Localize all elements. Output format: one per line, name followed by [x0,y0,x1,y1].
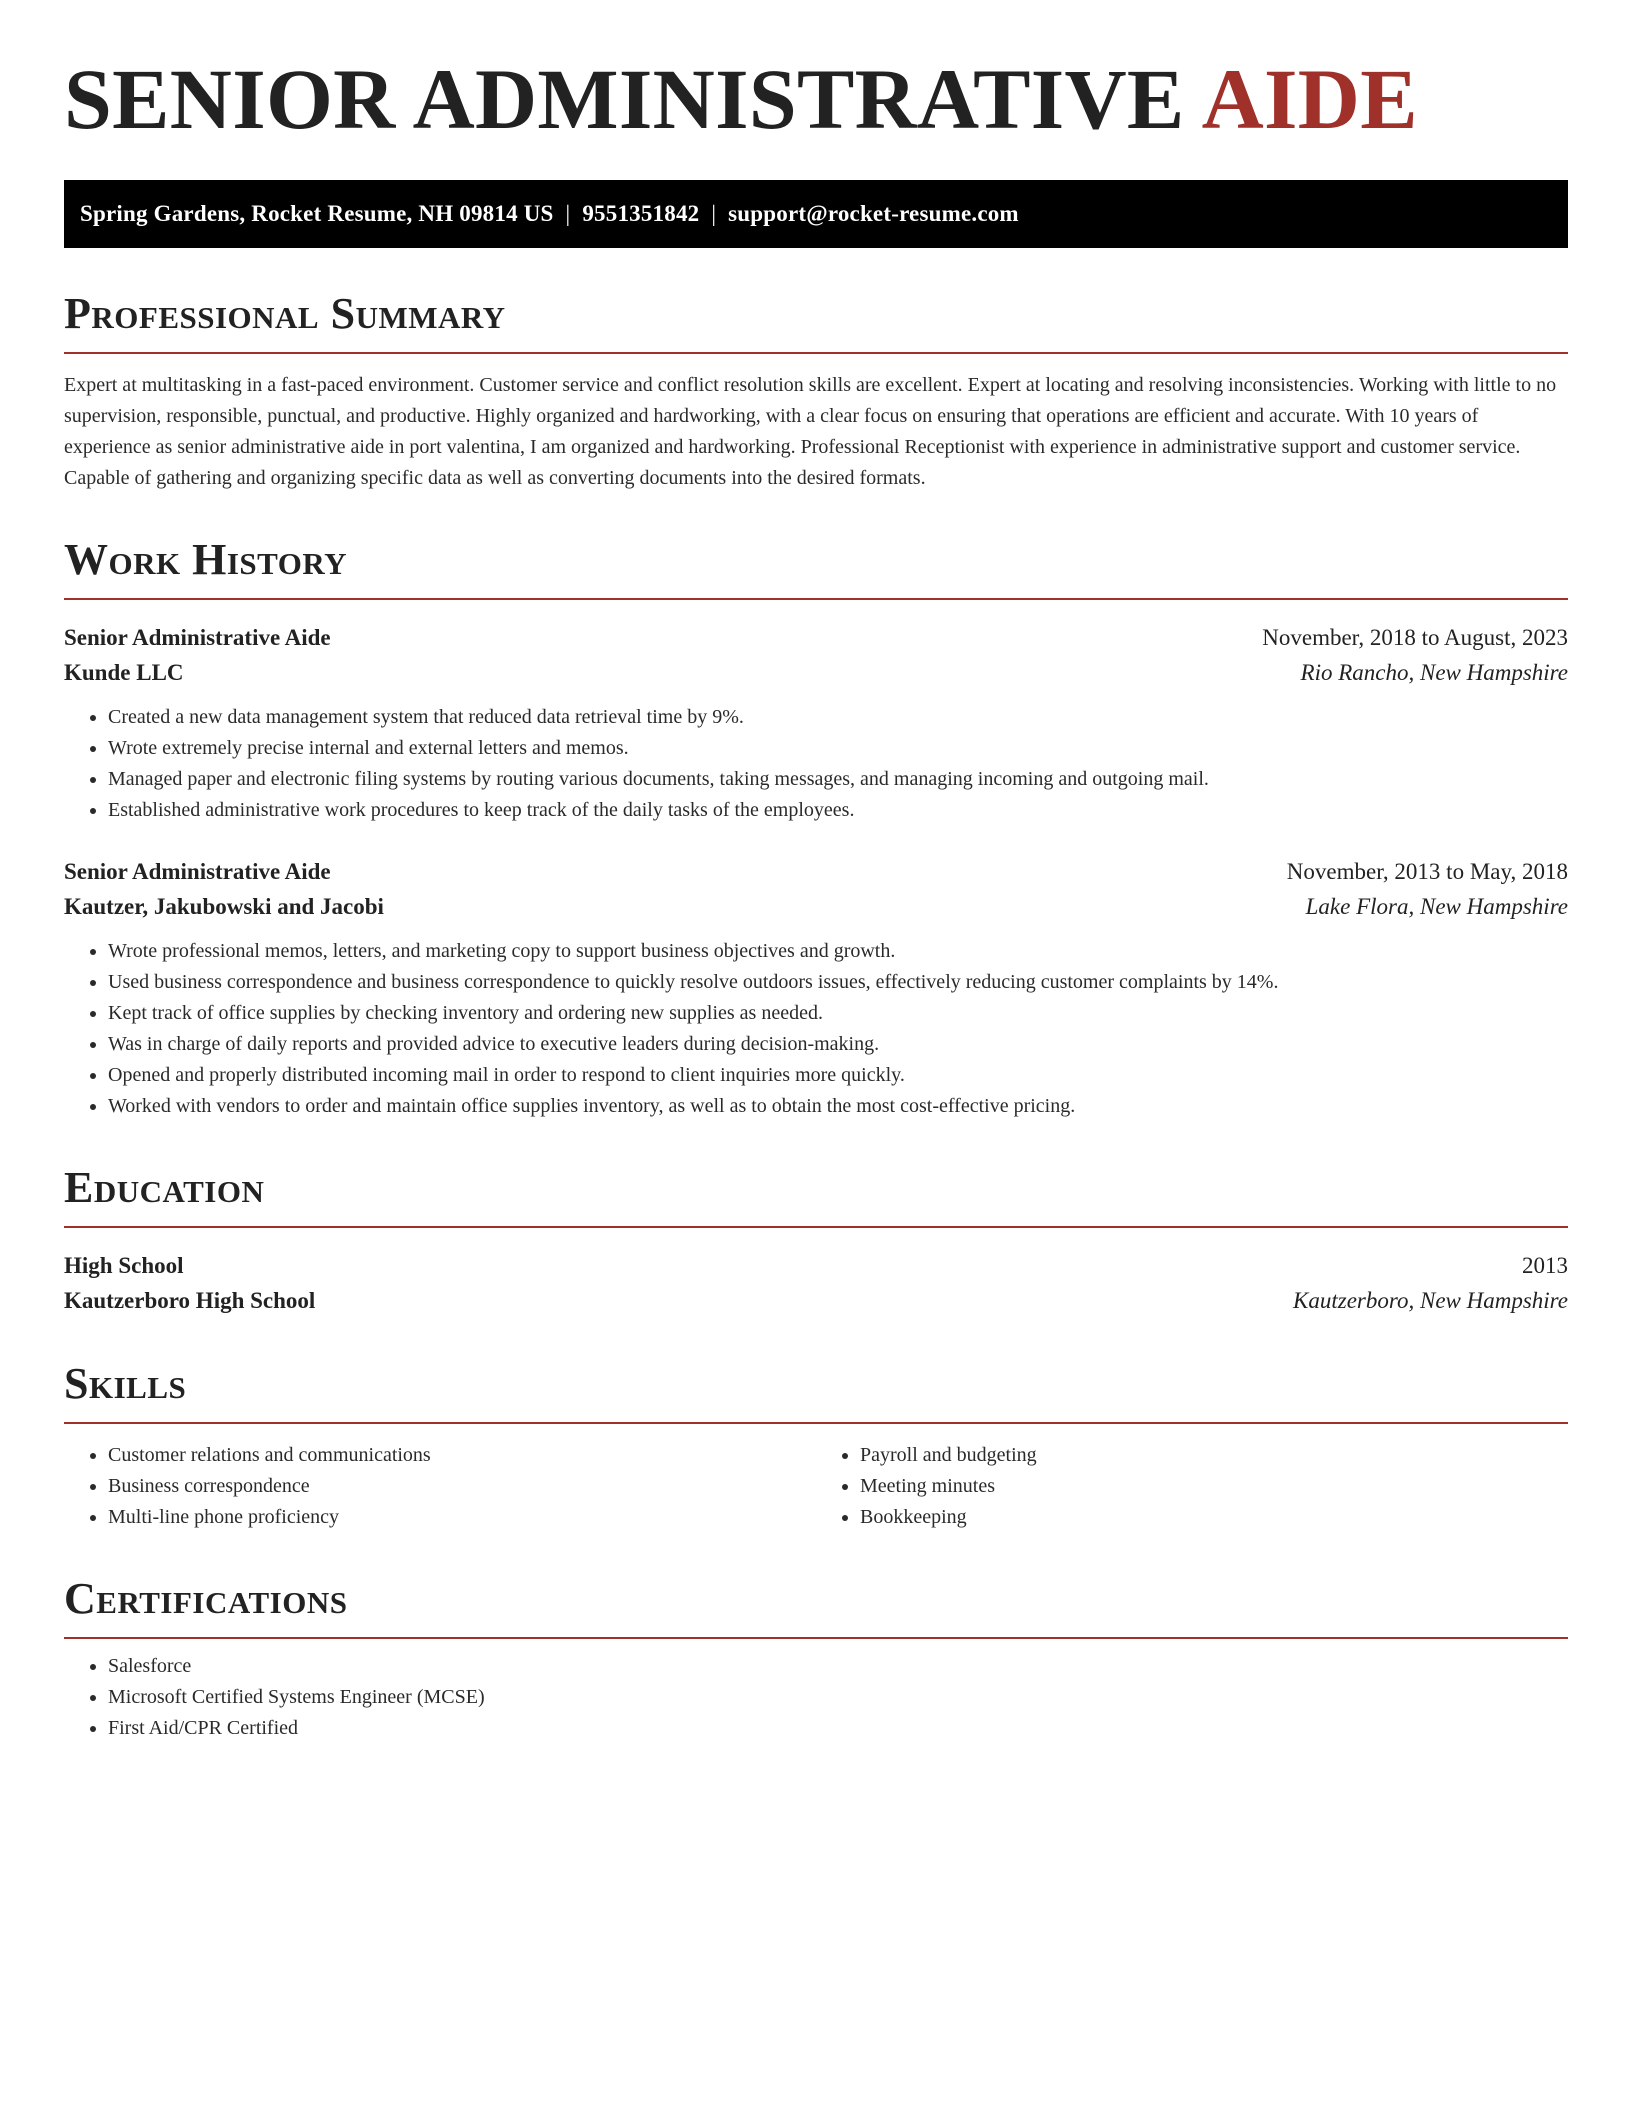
section-title-certifications: Certifications [64,1574,348,1623]
section-divider [64,352,1568,354]
skills-grid [64,1440,1568,1533]
certifications-section [64,1574,1568,1744]
certification-item: • Microsoft Certified Systems Engineer (MCSE) [108,1682,1568,1713]
education-entry [64,1248,1568,1318]
education-year: 2013 [1522,1253,1568,1278]
job-bullet: • Created a new data management system that reduced data retrieval time by 9%. [108,702,1568,733]
job-bullet: • Worked with vendors to order and maintain office supplies inventory, as well as to obtain the most cost-effective pricing. [108,1091,1568,1122]
education-location: Kautzerboro, New Hampshire [1293,1288,1568,1313]
contact-phone: 9551351842 [582,201,700,226]
section-title-education: Education [64,1163,265,1212]
job-role: Senior Administrative Aide [64,859,331,884]
education-school-row [64,1283,1568,1318]
education-header-row [64,1248,1568,1283]
section-title-skills: Skills [64,1359,187,1408]
certification-item: • Salesforce [108,1651,1568,1682]
skill-item: • Multi-line phone proficiency [108,1502,816,1533]
job-company: Kautzer, Jakubowski and Jacobi [64,894,384,919]
certification-item: • First Aid/CPR Certified [108,1713,1568,1744]
section-divider [64,1226,1568,1228]
job-bullet: • Managed paper and electronic filing systems by routing various documents, taking messages, and managing incoming and outgoing mail. [108,764,1568,795]
job-company-row [64,655,1568,690]
job-location: Lake Flora, New Hampshire [1305,894,1568,919]
title-accent: AIDE [1201,51,1418,147]
job-bullet: • Established administrative work procedures to keep track of the daily tasks of the employees. [108,795,1568,826]
section-divider [64,1422,1568,1424]
job-entry [64,620,1568,826]
section-title-summary: Professional Summary [64,289,506,338]
education-section [64,1163,1568,1318]
job-dates: November, 2018 to August, 2023 [1262,625,1568,650]
summary-section [64,289,1568,494]
job-bullet: • Wrote professional memos, letters, and marketing copy to support business objectives and growth. [108,936,1568,967]
contact-separator: | [711,201,717,226]
job-role: Senior Administrative Aide [64,625,331,650]
certifications-list [64,1651,1568,1744]
job-header-row [64,620,1568,655]
job-company: Kunde LLC [64,660,184,685]
job-location: Rio Rancho, New Hampshire [1300,660,1568,685]
skills-list-left [64,1440,816,1533]
section-divider [64,1637,1568,1639]
contact-separator: | [565,201,571,226]
section-title-work-history: Work History [64,535,348,584]
job-dates: November, 2013 to May, 2018 [1286,859,1568,884]
contact-bar [64,180,1568,248]
contact-address: Spring Gardens, Rocket Resume, NH 09814 US [80,201,554,226]
skills-section [64,1359,1568,1533]
skill-item: • Meeting minutes [860,1471,1568,1502]
job-entry [64,854,1568,1122]
education-school: Kautzerboro High School [64,1288,316,1313]
job-bullet: • Wrote extremely precise internal and external letters and memos. [108,733,1568,764]
job-bullets [64,936,1568,1122]
job-bullet: • Kept track of office supplies by checking inventory and ordering new supplies as needed. [108,998,1568,1029]
section-divider [64,598,1568,600]
job-bullet: • Was in charge of daily reports and provided advice to executive leaders during decision-making. [108,1029,1568,1060]
work-history-section [64,535,1568,1122]
skill-item: • Customer relations and communications [108,1440,816,1471]
education-degree: High School [64,1253,184,1278]
contact-email: support@rocket-resume.com [728,201,1019,226]
job-bullet: • Used business correspondence and business correspondence to quickly resolve outdoors issues, effectively reducing customer complaints by 14%. [108,967,1568,998]
skill-item: • Bookkeeping [860,1502,1568,1533]
skills-list-right [816,1440,1568,1533]
job-bullets [64,702,1568,826]
skill-item: • Business correspondence [108,1471,816,1502]
job-bullet: • Opened and properly distributed incoming mail in order to respond to client inquiries more quickly. [108,1060,1568,1091]
job-header-row [64,854,1568,889]
title-main: SENIOR ADMINISTRATIVE [64,51,1185,147]
resume-title [64,51,1568,147]
job-company-row [64,889,1568,924]
skill-item: • Payroll and budgeting [860,1440,1568,1471]
summary-text: Expert at multitasking in a fast-paced environment. Customer service and conflict resolution skills are excellent. Expert at locating and resolving inconsistencies. Working with little to no supervision, responsible, punctual, and productive. Highly organized and hardworking, with a clear focus on ensuring that operations are efficient and accurate. With 10 years of experience as senior administrative aide in port valentina, I am organized and hardworking. Professional Receptionist with experience in administrative support and customer service. Capable of gathering and organizing specific data as well as converting documents into the desired formats. [64,374,1557,489]
